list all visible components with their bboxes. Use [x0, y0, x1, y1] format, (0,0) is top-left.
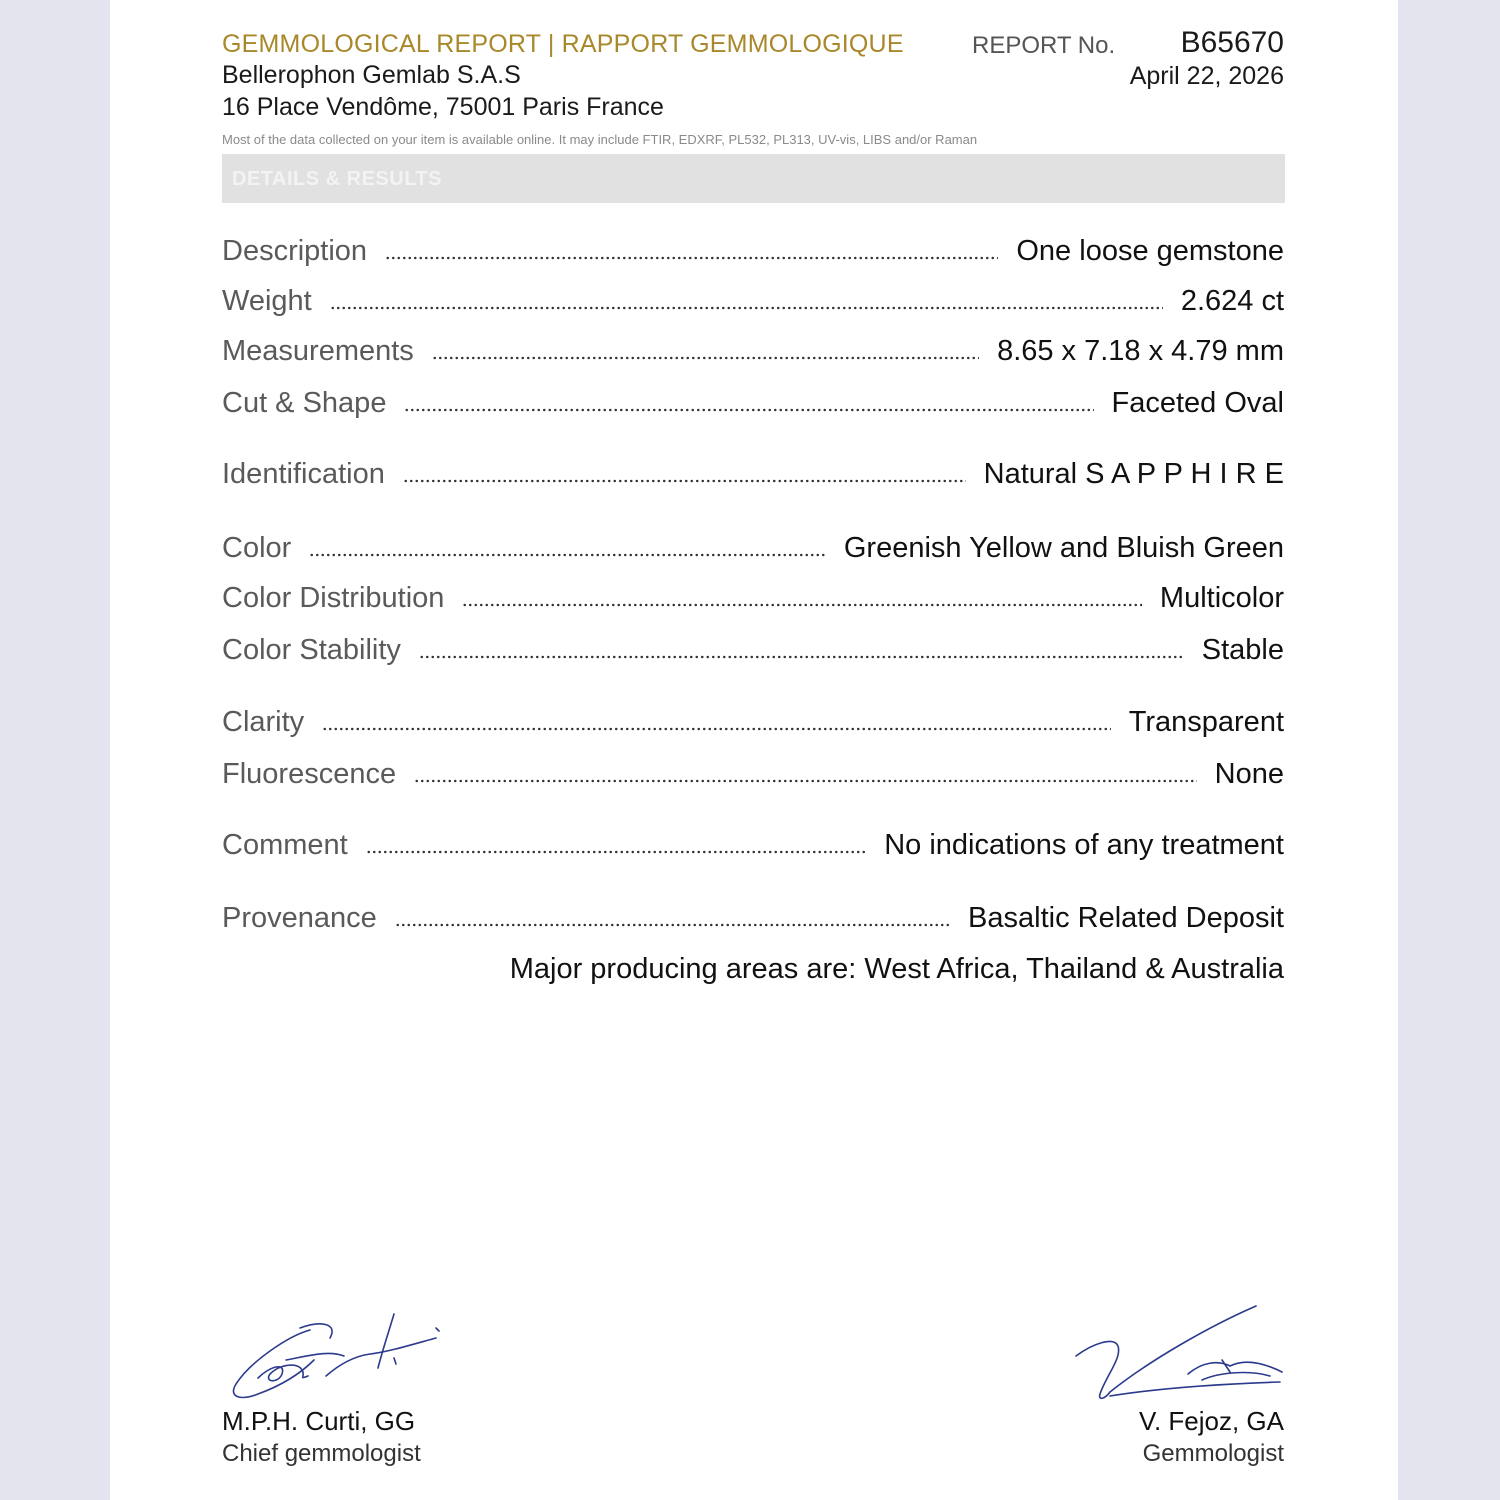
field-color-distribution: [222, 582, 1284, 622]
field-label: Color Stability: [222, 634, 401, 666]
field-comment: [222, 829, 1284, 869]
field-description: [222, 235, 1284, 275]
field-label: Fluorescence: [222, 758, 397, 790]
lab-name: Bellerophon Gemlab S.A.S: [222, 61, 521, 89]
section-header-bar: [222, 154, 1285, 203]
dot-leader: [432, 346, 979, 360]
dot-leader: [403, 469, 966, 483]
provenance-note: Major producing areas are: West Africa, Thailand & Australia: [509, 953, 1284, 985]
field-value: Transparent: [1128, 706, 1284, 738]
field-value: Faceted Oval: [1111, 387, 1284, 419]
field-color: [222, 532, 1284, 572]
field-value: Multicolor: [1159, 582, 1284, 614]
field-identification: [222, 458, 1284, 498]
chief-gemmologist-name: M.P.H. Curti, GG: [222, 1406, 416, 1436]
report-date: April 22, 2026: [1129, 62, 1284, 90]
field-value: No indications of any treatment: [884, 829, 1284, 861]
gemmologist-name: V. Fejoz, GA: [1139, 1406, 1284, 1436]
gemmologist-signature: [1070, 1300, 1290, 1405]
field-value: Stable: [1201, 634, 1284, 666]
field-label: Weight: [222, 285, 312, 317]
lab-address: 16 Place Vendôme, 75001 Paris France: [222, 93, 664, 121]
field-value: Natural S A P P H I R E: [983, 458, 1284, 490]
report-number-label: REPORT No.: [972, 32, 1116, 59]
gemmologist-role: Gemmologist: [1142, 1440, 1284, 1467]
field-label: Clarity: [222, 706, 305, 738]
field-value: 2.624 ct: [1180, 285, 1284, 317]
field-value: One loose gemstone: [1016, 235, 1284, 267]
field-value: Greenish Yellow and Bluish Green: [843, 532, 1284, 564]
field-fluorescence: [222, 758, 1284, 798]
dot-leader: [395, 913, 950, 927]
report-title: GEMMOLOGICAL REPORT | RAPPORT GEMMOLOGIQUE: [222, 30, 904, 58]
dot-leader: [366, 840, 867, 854]
report-page: [110, 0, 1398, 1500]
field-value: None: [1214, 758, 1284, 790]
field-label: Provenance: [222, 902, 377, 934]
data-note: Most of the data collected on your item is available online. It may include FTIR, EDXRF, PL532, PL313, UV-vis, LIBS and/or Raman: [222, 132, 978, 147]
field-color-stability: [222, 634, 1284, 674]
field-cut-shape: [222, 387, 1284, 427]
field-weight: [222, 285, 1284, 325]
field-value: Basaltic Related Deposit: [968, 902, 1284, 934]
dot-leader: [414, 769, 1197, 783]
chief-gemmologist-signature: [218, 1300, 448, 1405]
dot-leader: [330, 296, 1163, 310]
field-value: 8.65 x 7.18 x 4.79 mm: [997, 335, 1284, 367]
field-provenance: [222, 902, 1284, 942]
dot-leader: [322, 717, 1111, 731]
dot-leader: [309, 543, 826, 557]
dot-leader: [462, 593, 1141, 607]
field-label: Cut & Shape: [222, 387, 387, 419]
field-measurements: [222, 335, 1284, 375]
dot-leader: [404, 398, 1093, 412]
field-label: Comment: [222, 829, 348, 861]
dot-leader: [385, 246, 998, 260]
field-label: Color Distribution: [222, 582, 445, 614]
field-label: Measurements: [222, 335, 414, 367]
section-title: DETAILS & RESULTS: [232, 168, 442, 190]
field-label: Color: [222, 532, 292, 564]
field-clarity: [222, 706, 1284, 746]
report-number: B65670: [1180, 26, 1284, 59]
dot-leader: [419, 645, 1184, 659]
field-label: Description: [222, 235, 368, 267]
chief-gemmologist-role: Chief gemmologist: [222, 1440, 421, 1467]
field-label: Identification: [222, 458, 385, 490]
